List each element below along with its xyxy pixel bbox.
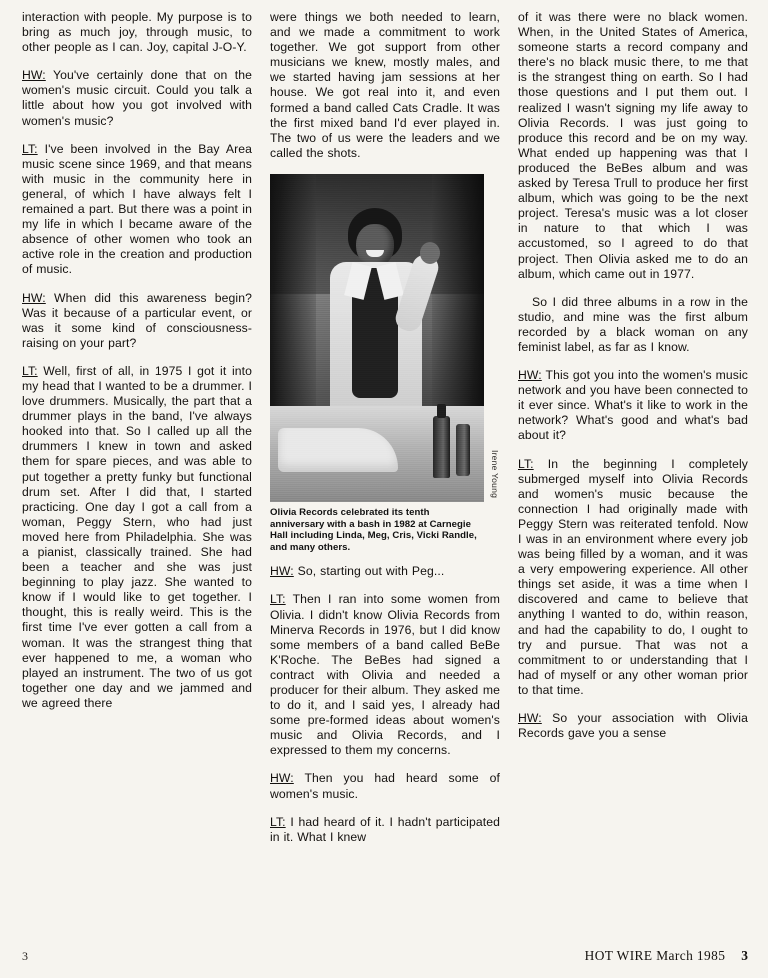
paragraph bbox=[22, 10, 252, 55]
photo-credit: Irene Young bbox=[490, 449, 500, 498]
paragraph-text: interaction with people. My purpose is to bring as much joy, through music, to other people as I can. Joy, capital J-O-Y. bbox=[22, 10, 252, 55]
speaker-label: LT: bbox=[270, 814, 286, 829]
page-footer bbox=[585, 948, 748, 964]
speaker-label: HW: bbox=[22, 68, 46, 83]
paragraph bbox=[22, 142, 252, 278]
paragraph bbox=[22, 364, 252, 711]
paragraph bbox=[518, 295, 748, 355]
paragraph bbox=[518, 711, 748, 741]
paragraph bbox=[518, 368, 748, 443]
speaker-label: LT: bbox=[22, 363, 38, 378]
speaker-label: LT: bbox=[518, 456, 534, 471]
column-2 bbox=[270, 10, 500, 926]
speaker-label: HW: bbox=[270, 564, 294, 579]
photo-image bbox=[270, 174, 484, 502]
paragraph-text: of it was there were no black women. When, in the United States of America, someone starts a record company and there's no black music there, to me that is the strangest thing on earth. So I had those questions and I put them out. I realized I wasn't signing my life away to Olivia Records. I was just going to produce this record and be on my way. What ended up happening was that I produced the BeBes album and was asked by Teresa Trull to produce her first album, which was going to be the next project. Teresa's music was a lot closer in nature to that which I was accustomed, so I agreed to do that project. Then Olivia asked me to do an album, which came out in 1977. bbox=[518, 10, 748, 281]
paragraph-text: So I did three albums in a row in the studio, and mine was the first album recorded by a black woman on any feminist label, as far as I know. bbox=[518, 294, 748, 354]
column-1 bbox=[22, 10, 252, 926]
paragraph-text: Then you had heard some of women's music. bbox=[270, 771, 500, 801]
paragraph bbox=[518, 457, 748, 699]
speaker-label: HW: bbox=[518, 711, 542, 726]
paragraph-text: Well, first of all, in 1975 I got it into my head that I wanted to be a drummer. I love drummers. Musically, the part that a drummer plays in the band, I've always hooked into that. So I called up all the drummers I knew in town and asked them for spare pieces, and was able to put together a pretty funky but functional drum set. After I did that, I started practicing. One day I got a call from a woman, Peggy Stern, who had just moved here from Philadelphia. She was a pianist, classically trained. She had been a teacher and she was just beginning to play jazz. She wanted to know if I would like to get together. I thought, this is really weird. This is the first time I've ever gotten a call from a woman. It was the strangest thing that ever happened to me, a woman who played an instrument. The two of us got together one day and we jammed and we agreed there bbox=[22, 363, 252, 710]
page-number-left: 3 bbox=[22, 949, 28, 963]
paragraph-text: So your association with Olivia Records gave you a sense bbox=[518, 711, 748, 741]
paragraph-text: When did this awareness begin? Was it because of a particular event, or was it some kind of consciousness-raising on your part? bbox=[22, 290, 252, 350]
page-number: 3 bbox=[741, 948, 748, 963]
paragraph-text: were things we both needed to learn, and we made a commitment to work together. We got support from other musicians we knew, mostly males, and we started having jam sessions at her house. We got real into it, and even formed a band called Cats Cradle. It was the first mixed band I'd ever played in. The two of us were the leaders and we called the shots. bbox=[270, 10, 500, 160]
paragraph bbox=[270, 592, 500, 758]
paragraph bbox=[270, 815, 500, 845]
paragraph-text: I've been involved in the Bay Area music scene since 1969, and that means with music in the community here in general, of which I have always felt I remained a part. But there was a point in my life in which I became aware of the absence of other women who took an active role in the creation and production of music. bbox=[22, 141, 252, 277]
magazine-name: HOT WIRE March 1985 bbox=[584, 948, 726, 963]
paragraph-text: Then I ran into some women from Olivia. I didn't know Olivia Records from Minerva Records in 1976, but I did know some members of a band called BeBe K'Roche. The BeBes had signed a contract with Olivia and needed a producer for their album. They asked me to do it, and I said yes, I already had some pre-formed ideas about women's music and Olivia Records, and I expressed to them my concerns. bbox=[270, 592, 500, 758]
photo-caption: Olivia Records celebrated its tenth anniversary with a bash in 1982 at Carnegie Hall including Linda, Meg, Cris, Vicki Randle, and many others. bbox=[270, 506, 477, 553]
paragraph bbox=[270, 10, 500, 161]
paragraph-text: You've certainly done that on the women's music circuit. Could you talk a little about how you got involved with women's music? bbox=[22, 68, 252, 128]
article-photo-block bbox=[270, 174, 500, 502]
paragraph-text: So, starting out with Peg... bbox=[293, 564, 445, 579]
speaker-label: HW: bbox=[22, 290, 46, 305]
paragraph bbox=[270, 564, 500, 579]
paragraph bbox=[518, 10, 748, 282]
column-3 bbox=[518, 10, 748, 926]
paragraph-text: I had heard of it. I hadn't participated in it. What I knew bbox=[270, 814, 500, 844]
article-columns bbox=[22, 10, 748, 926]
speaker-label: LT: bbox=[22, 141, 38, 156]
photo-grain bbox=[270, 174, 484, 502]
paragraph-text: This got you into the women's music network and you have been connected to it ever since. What's it like to work in the network? What's good and what's bad about it? bbox=[518, 368, 748, 443]
speaker-label: HW: bbox=[518, 368, 542, 383]
speaker-label: LT: bbox=[270, 592, 286, 607]
speaker-label: HW: bbox=[270, 771, 294, 786]
paragraph bbox=[22, 291, 252, 351]
paragraph bbox=[22, 68, 252, 128]
paragraph-text: In the beginning I completely submerged myself into Olivia Records and women's music because the connection I had originally made with Peggy Stern was reiterated tenfold. Now I was in an environment where every job was being filled by a woman, and it was a very empowering experience. All other things set aside, it was a time when I discovered and came to believe that anything I wanted to do, within reason, and had the capability to do, I ought to try and pursue. That was not a commitment to or understanding that I had of myself or any other woman prior to that time. bbox=[518, 456, 748, 697]
paragraph bbox=[270, 771, 500, 801]
